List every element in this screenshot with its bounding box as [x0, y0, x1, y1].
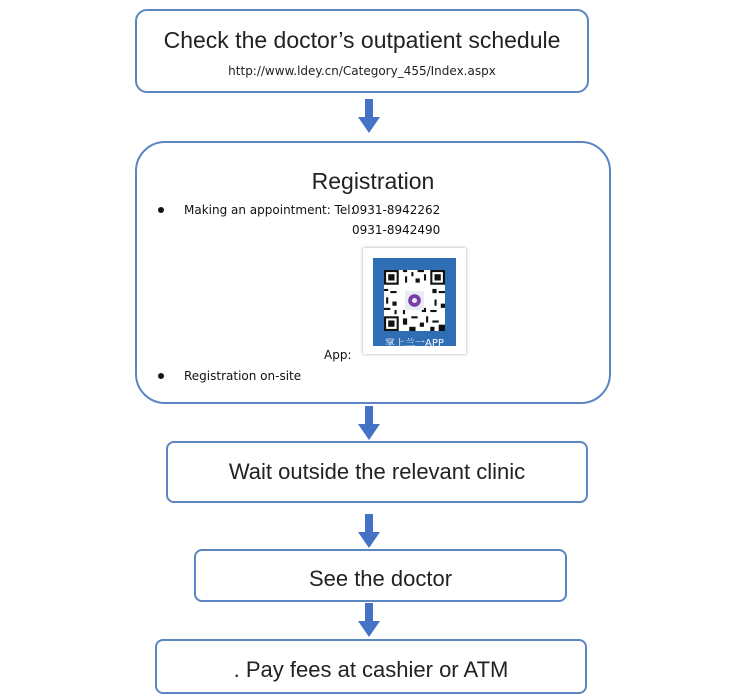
schedule-url: http://www.ldey.cn/Category_455/Index.aspx — [228, 64, 496, 78]
step-see-doctor-box — [194, 549, 567, 602]
qr-caption: 掌上兰一APP — [385, 338, 444, 346]
qr-code-icon — [384, 270, 445, 331]
down-arrow-icon — [358, 514, 380, 550]
step-registration-title: Registration — [311, 168, 435, 194]
step-wait-box — [166, 441, 588, 503]
down-arrow-icon — [358, 603, 380, 639]
step-see-doctor-title: See the doctor — [308, 566, 453, 591]
app-label: App: — [324, 348, 352, 362]
down-arrow-icon — [358, 99, 380, 135]
step-pay-fees-box — [155, 639, 587, 694]
bullet-icon — [158, 373, 164, 379]
appointment-label: Making an appointment: Tel: — [184, 203, 355, 217]
qr-code-card — [363, 248, 466, 354]
bullet-icon — [158, 207, 164, 213]
step-pay-fees-title: . Pay fees at cashier or ATM — [233, 657, 509, 682]
phone-number-2: 0931-8942490 — [352, 223, 441, 237]
phone-number-1: 0931-8942262 — [352, 203, 441, 217]
down-arrow-icon — [358, 406, 380, 442]
step-check-schedule-title: Check the doctor’s outpatient schedule — [163, 27, 561, 53]
qr-code-panel — [373, 258, 456, 346]
step-wait-title: Wait outside the relevant clinic — [228, 459, 526, 484]
onsite-registration-label: Registration on-site — [184, 369, 302, 383]
step-check-schedule-box — [135, 9, 589, 93]
